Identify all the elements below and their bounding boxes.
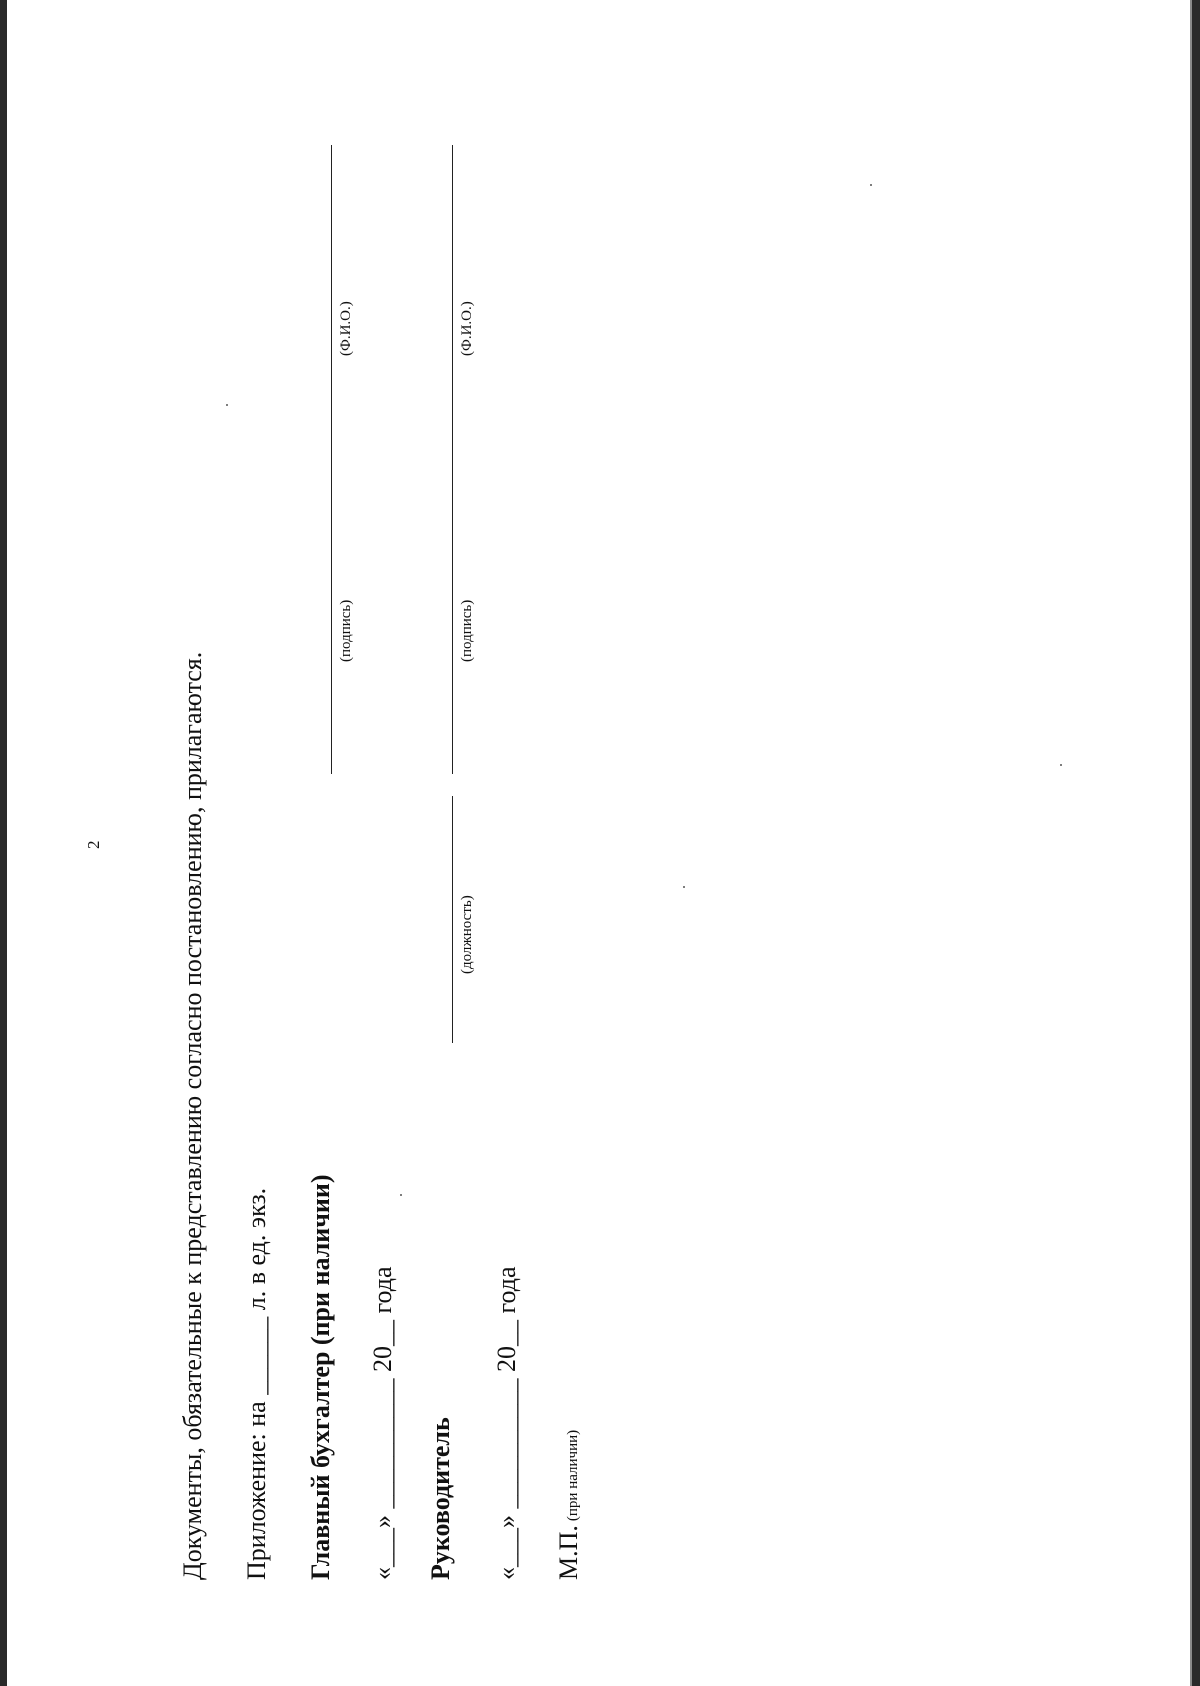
page-number: 2	[84, 840, 103, 849]
director-position-caption: (должность)	[459, 895, 475, 974]
scan-speck	[400, 1194, 402, 1196]
intro-text: Документы, обязательные к представлению согласно постановлению, прилагаются.	[178, 651, 207, 1580]
attachment-suffix: л. в ед. экз.	[242, 1187, 271, 1311]
scan-speck	[226, 404, 228, 406]
director-date-line: «___» __________ 20__ года	[492, 1266, 521, 1580]
chief-accountant-name-line	[331, 145, 332, 500]
scan-speck	[683, 886, 685, 888]
attachment-line	[242, 1188, 272, 1580]
director-name-caption: (Ф.И.О.)	[459, 301, 475, 356]
scan-speck	[1060, 764, 1062, 766]
chief-accountant-title: Главный бухгалтер (при наличии)	[306, 1174, 335, 1580]
attachment-prefix: Приложение: на	[242, 1401, 271, 1580]
chief-accountant-date-line: «___» __________ 20__ года	[368, 1266, 397, 1580]
director-title: Руководитель	[426, 1417, 455, 1580]
attachment-blank: ______	[242, 1316, 271, 1395]
director-position-line	[452, 796, 453, 1043]
stamp-note: (при наличии)	[565, 1429, 581, 1522]
stamp-label: М.П.	[554, 1525, 583, 1580]
chief-accountant-signature-caption: (подпись)	[338, 599, 354, 662]
director-signature-caption: (подпись)	[459, 599, 475, 662]
director-signature-line	[452, 476, 453, 774]
scan-speck	[870, 184, 872, 186]
director-name-line	[452, 145, 453, 500]
stamp-place	[554, 1430, 584, 1580]
chief-accountant-signature-line	[331, 476, 332, 774]
chief-accountant-name-caption: (Ф.И.О.)	[338, 301, 354, 356]
